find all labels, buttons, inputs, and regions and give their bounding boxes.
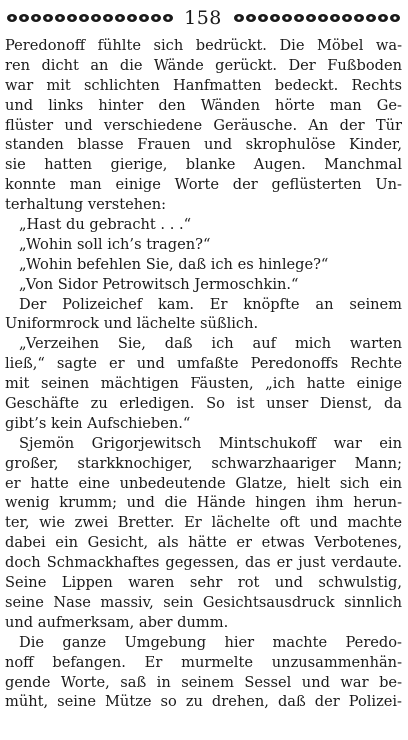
text-line: Peredonoff fühlte sich bedrückt. Die Möbel wa- xyxy=(5,37,402,54)
text-line: noff befangen. Er murmelte unzusammenhän- xyxy=(5,653,402,671)
text-line: und links hinter den Wänden hörte man Ge- xyxy=(5,96,402,114)
text-line: gibt’s kein Aufschieben.“ xyxy=(5,414,191,432)
ornament-left xyxy=(6,12,174,24)
text-line: Seine Lippen waren sehr rot und schwulstig, xyxy=(5,574,402,592)
text-line: ter, wie zwei Bretter. Er lächelte oft und machte xyxy=(5,514,402,532)
text-line: konnte man einige Worte der geflüsterten Un- xyxy=(5,176,402,194)
text-line: war mit schlichten Hanfmatten bedeckt. Rechts xyxy=(5,76,402,94)
text-line: mit seinen mächtigen Fäusten, „ich hatte einige xyxy=(5,375,402,393)
text-line: sie hatten gierige, blanke Augen. Manchmal xyxy=(5,156,402,174)
text-line: gende Worte, saß in seinem Sessel und war be- xyxy=(5,673,402,691)
text-line: wenig krumm; und die Hände hingen ihm herun- xyxy=(5,494,402,512)
text-line: Der Polizeichef kam. Er knöpfte an seinem xyxy=(19,295,402,313)
text-line: ließ,“ sagte er und umfaßte Peredonoffs Rechte xyxy=(5,355,402,373)
text-line: müht, seine Mütze so zu drehen, daß der Polizei- xyxy=(5,693,402,711)
text-line: „Von Sidor Petrowitsch Jermoschkin.“ xyxy=(19,275,299,293)
text-line: „Wohin soll ich’s tragen?“ xyxy=(19,235,211,253)
text-line: Uniformrock und lächelte süßlich. xyxy=(5,315,259,333)
text-line: ren dicht an die Wände gerückt. Der Fußboden xyxy=(5,56,402,74)
text-line: „Hast du gebracht . . .“ xyxy=(19,216,192,234)
text-line: Sjemön Grigorjewitsch Mintschukoff war ein xyxy=(19,434,402,452)
page-number: 158 xyxy=(184,7,222,29)
text-line: „Verzeihen Sie, daß ich auf mich warten xyxy=(19,335,402,353)
text-line: seine Nase massiv, sein Gesichtsausdruck sinnlich xyxy=(5,593,402,611)
text-line: dabei ein Gesicht, als hätte er etwas Verbotenes, xyxy=(5,534,402,552)
text-line: „Wohin befehlen Sie, daß ich es hinlege?“ xyxy=(19,255,329,273)
text-line: standen blasse Frauen und skrophulöse Kinder, xyxy=(5,136,402,154)
text-line: großer, starkknochiger, schwarzhaariger Mann; xyxy=(5,454,402,472)
text-line: Die ganze Umgebung hier machte Peredo- xyxy=(19,633,402,651)
text-line: er hatte eine unbedeutende Glatze, hielt sich ein xyxy=(5,474,402,492)
text-line: und aufmerksam, aber dumm. xyxy=(5,613,229,631)
text-line: flüster und verschiedene Geräusche. An der Tür xyxy=(5,116,402,134)
text-line: Geschäfte zu erledigen. So ist unser Dienst, da xyxy=(5,395,402,413)
text-line: doch Schmackhaftes gegessen, das er just verdaute. xyxy=(5,554,402,572)
page-header xyxy=(0,6,408,30)
ornament-right xyxy=(232,12,402,24)
body-text xyxy=(5,36,402,712)
text-line: terhaltung verstehen: xyxy=(5,196,167,214)
